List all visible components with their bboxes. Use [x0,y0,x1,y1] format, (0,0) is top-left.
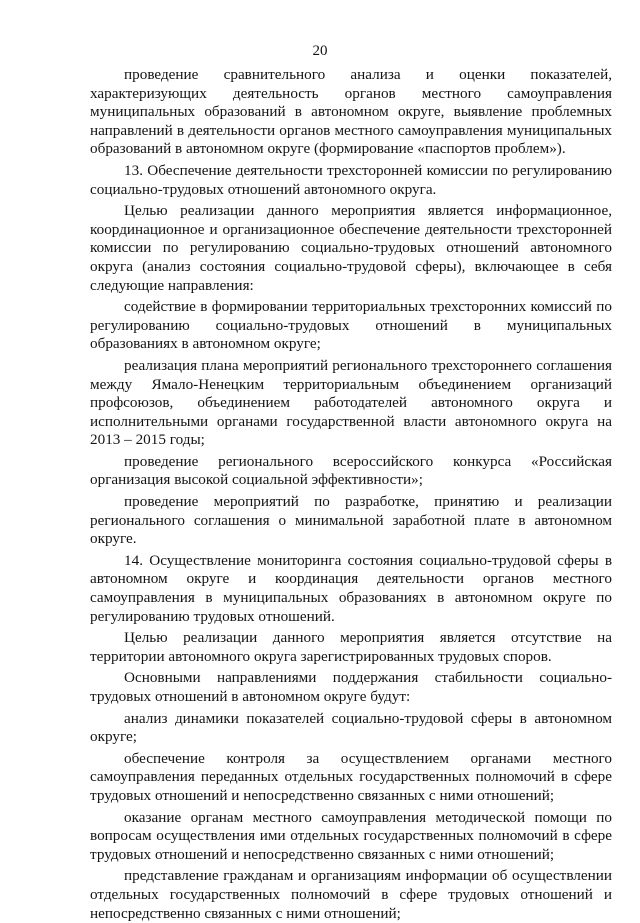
paragraph-7: проведение мероприятий по разработке, принятию и реализации регионального соглашения о минимальной заработной плате в автономном округе. [90,493,612,548]
paragraph-3: Целью реализации данного мероприятия является информационное, координационное и организационное обеспечение деятельности трехсторонней комиссии по регулированию социально-трудовых отношений автономного округа (анализ состояния социально-трудовой сферы), включающее в себя следующие направления: [90,202,612,294]
paragraph-2: 13. Обеспечение деятельности трехсторонней комиссии по регулированию социально-трудовых отношений автономного округа. [90,161,612,198]
paragraph-6: проведение регионального всероссийского конкурса «Российская организация высокой социальной эффективности»; [90,452,612,489]
paragraph-14: представление гражданам и организациям информации об осуществлении отдельных государственных полномочий в сфере трудовых отношений и непосредственно связанных с ними отношений; [90,867,612,922]
page-number: 20 [312,43,328,59]
paragraph-12: обеспечение контроля за осуществлением органами местного самоуправления переданных отдельных государственных полномочий в сфере трудовых отношений и непосредственно связанных с ними отношений; [90,749,612,804]
paragraph-5: реализация плана мероприятий регионального трехстороннего соглашения между Ямало-Ненецким территориальным объединением организаций профсоюзов, объединением работодателей автономного округа и исполнительными органами государственной власти автономного округа на 2013 – 2015 годы; [90,356,612,449]
paragraph-13: оказание органам местного самоуправления методической помощи по вопросам осуществления ими отдельных государственных полномочий в сфере трудовых отношений и непосредственно связанных с ними отношений; [90,808,612,863]
paragraph-8: 14. Осуществление мониторинга состояния социально-трудовой сферы в автономном округе и координация деятельности органов местного самоуправления в муниципальных образованиях в автономном округе по регулированию трудовых отношений. [90,551,612,625]
document-body [90,66,612,923]
paragraph-11: анализ динамики показателей социально-трудовой сферы в автономном округе; [90,709,612,746]
paragraph-1: проведение сравнительного анализа и оценки показателей, характеризующих деятельность органов местного самоуправления муниципальных образований в автономном округе, выявление проблемных направлений в деятельности органов местного самоуправления муниципальных образований в автономном округе (формирование «паспортов проблем»). [90,66,612,158]
paragraph-9: Целью реализации данного мероприятия является отсутствие на территории автономного округа зарегистрированных трудовых споров. [90,629,612,665]
paragraph-10: Основными направлениями поддержания стабильности социально-трудовых отношений в автономном округе будут: [90,669,612,705]
paragraph-4: содействие в формировании территориальных трехсторонних комиссий по регулированию социально-трудовых отношений в муниципальных образованиях в автономном округе; [90,298,612,353]
